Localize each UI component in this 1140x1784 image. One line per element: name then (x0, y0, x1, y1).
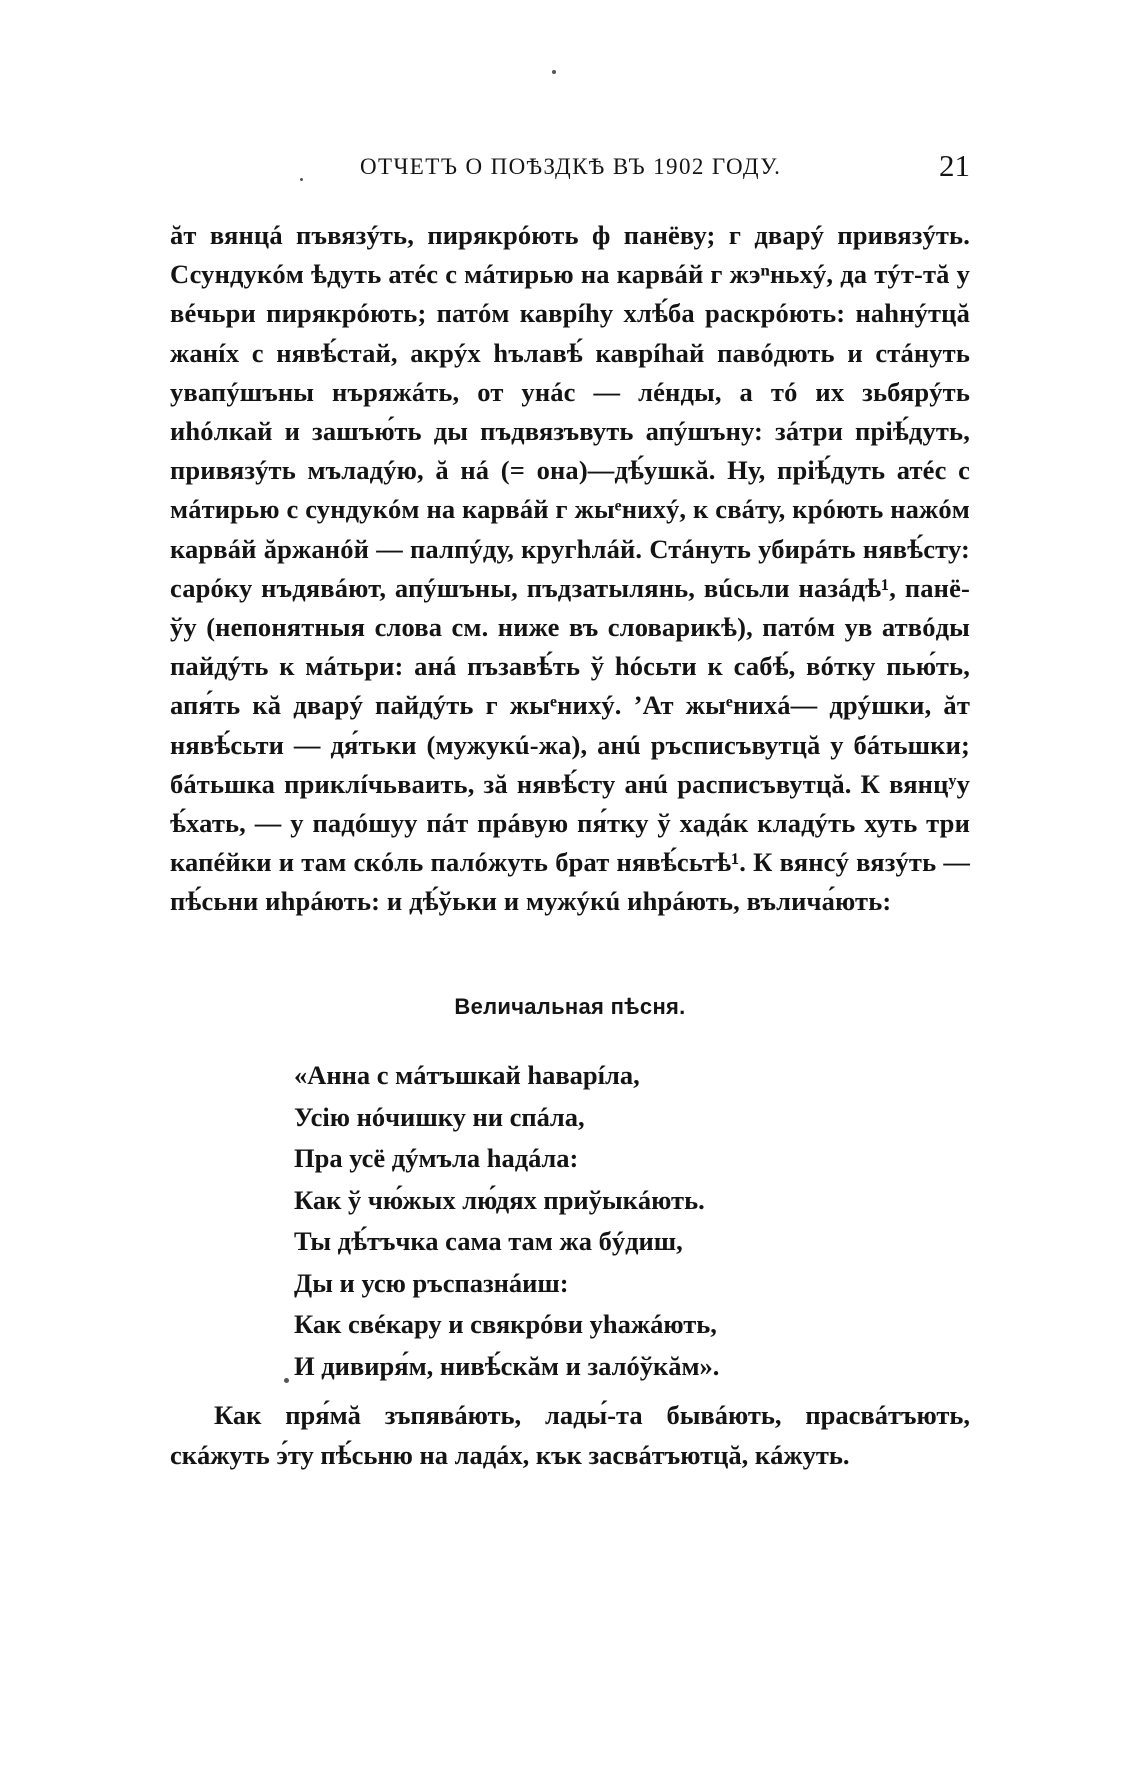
page-number: 21 (939, 148, 970, 183)
song-verse (294, 1055, 954, 1387)
verse-line: Пра усё дýмъла һадáла: (294, 1143, 579, 1173)
stray-dot-top (552, 70, 556, 74)
running-head: ОТЧЕТЪ О ПОѢЗДКѢ ВЪ 1902 ГОДУ. (360, 154, 782, 179)
song-title: Величальная пѣсня. (454, 994, 686, 1019)
main-paragraph (170, 216, 970, 922)
verse-line: Ты дѣ́тъчка сама там жа бýдиш, (294, 1226, 683, 1256)
verse-line: Как свéкару и свякрóви уһажáють, (294, 1309, 717, 1339)
stray-dot-bottom (284, 1378, 289, 1383)
verse-line: Усію нóчишку ни спáла, (294, 1101, 585, 1132)
verse-line: Ды и усю ръспазнáиш: (294, 1267, 569, 1298)
verse-line: И дивиря́м, нивѣ́скăм и залóўкăм». (294, 1350, 720, 1381)
verse-line: «Анна с мáтъшкай һаварíла, (294, 1060, 640, 1090)
closing-paragraph (170, 1395, 970, 1475)
verse-line: Как ў чю́жых лю́дях приўыкáють. (294, 1184, 705, 1215)
page-header (170, 148, 970, 188)
closing-text: Как пря́мă зъпявáють, лады́-та бывáють, прасвáтъють, скáжуть э́ту пѣ́сьню на ладáх, кък засвáтъютцă, кáжуть. (170, 1400, 970, 1470)
paragraph-text: ăт вянцá пъвязýть, пирякрóють ф панёву; г дварý привязýть. Ссундукóм ѣдуть атéс с мáтирью на карвáй г жэⁿньхý, да тýт-тă у вéчьри пирякрóють; патóм каврíһу хлѣ́ба раскрóють: наһнýтцă жанíх с нявѣ́стай, акрýх һълавѣ́ каврíһай павóдють и стáнуть увапýшъны нъряжáть, от унáс — лéнды, а тó их зьбярýть иһóлкай и зашъю́ть ды пъдвязъвуть апýшъну: зáтри пріѣ́дуть, привязýть мъладýю, ă нá (= она)—дѣ́ушкă. Ну, пріѣ́дуть атéс с мáтирью с сундукóм на карвáй г жыᵉнихý, к свáту, крóють нажóм карвáй ăржанóй — палпýду, кругһлáй. Стáнуть убирáть нявѣ́сту: сарóку нъдявáют, апýшъны, пъдзатылянь, вúсьли назáдѣ¹, панё-ўу (непонятныя слова см. ниже въ словарикѣ), патóм ув атвóды пайдýть к мáтьри: анá пъзавѣ́ть ў һóсьти к сабѣ́, вóтку пью́ть, апя́ть кă дварý пайдýть г жыᵉнихý. ’Ат жыᵉнихá— дрýшки, ăт нявѣ́сьти — дя́тьки (мужукú-жа), анú ръсписъвутцă у бáтьшки; бáтьшка приклíчьваить, зă нявѣ́сту анú расписъвутцă. К вянцʸу ѣ́хать, — у падóшуу пáт прáвую пя́тку ў хадáк кладýть хуть три капéйки и там скóль палóжуть брат нявѣ́сьтѣ¹. К вянсý вязýть — пѣ́сьни иһрáють: и дѣ́ўьки и мужýкú иһрáють, вълича́ють: (170, 220, 970, 917)
